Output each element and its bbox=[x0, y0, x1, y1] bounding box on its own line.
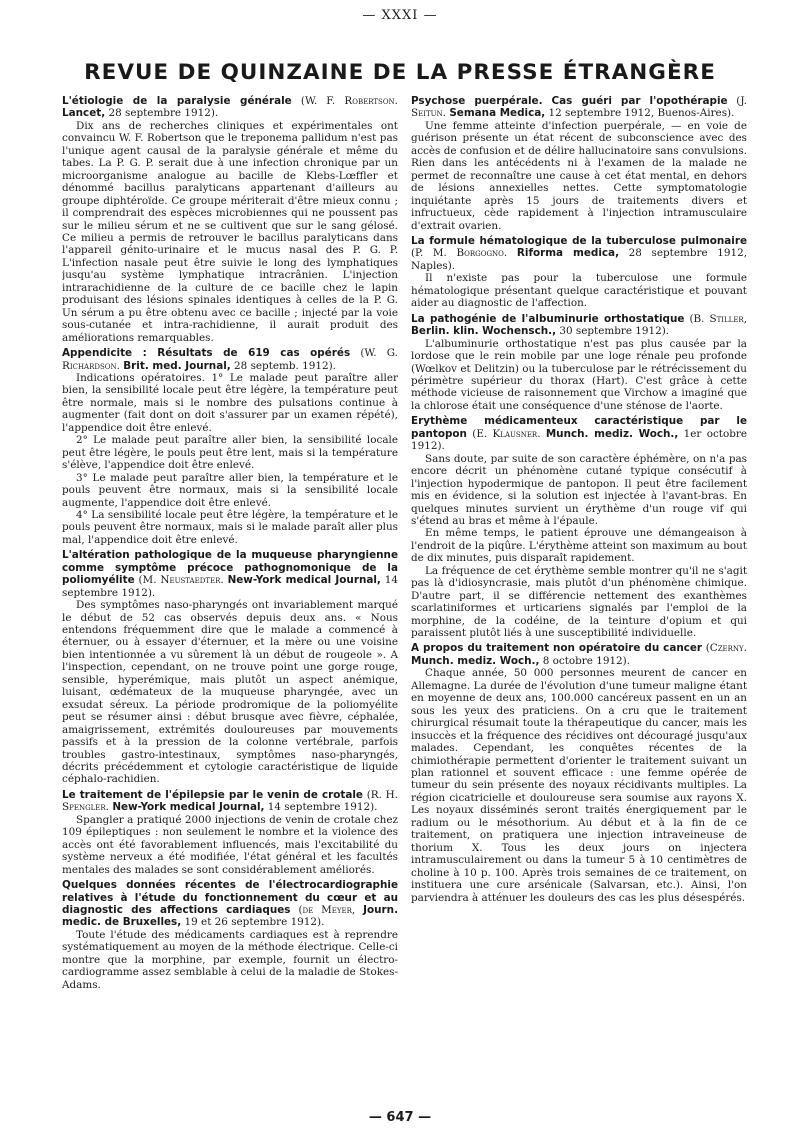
article-paragraph: L'albuminurie orthostatique n'est pas plus causée par la lordose que le rein mobile par une loge rénale peu profonde (Wœlkov et Delitzin) ou la tuberculose par le rétrécissement du périmètre supérieur du thorax (Hart). C'est grâce à cette méthode vicieuse de raisonnement que Virchow a imaginé que la chlorose était une conséquence d'une sténose de l'aorte. bbox=[411, 337, 747, 412]
article-journal: Brit. med. Journal, bbox=[123, 359, 231, 372]
article-poliomyelite bbox=[62, 549, 398, 786]
article-paragraph: Dix ans de recherches cliniques et expérimentales ont convaincu W. F. Robertson que le treponema pallidum n'est pas l'unique agent causal de la paralysie générale et même du tabes. La P. G. P. serait due à une infection chronique par un microorganisme analogue au bacille de Klebs-Lœffler et dénommé bacillus paralyticans appartenant d'ailleurs au groupe diphtéroïde. Ce groupe mériterait d'être mieux connu ; il comprendrait des espèces microbiennes qui ne poussent pas sur le milieu sérum et ne se cultivent que sur le sang gélosé. Ce milieu a permis de retrouver le bacillus paralyticans dans l'appareil génito-urinaire et le mucus nasal des P. G. P. L'infection nasale peut être suivie le long des lymphatiques jusqu'au système lymphatique intracrânien. L'injection intrarachidienne de la culture de ce bacille chez le lapin produisant des lésions spinales identiques à celles de la P. G. Un sérum a pu être obtenu avec ce bacille ; injecté par la voie sous-cutanée et intra-rachidienne, il aurait produit des améliorations remarquables. bbox=[62, 119, 398, 344]
article-heading bbox=[411, 642, 747, 667]
article-author: (E. Klausner. bbox=[472, 427, 541, 440]
article-psychose bbox=[411, 95, 747, 232]
article-date: 28 septemb. 1912). bbox=[234, 359, 336, 372]
article-title: Le traitement de l'épilepsie par le venin de crotale bbox=[62, 788, 363, 801]
article-paragraph: Sans doute, par suite de son caractère éphémère, on n'a pas encore décrit un phénomène cutané typique consécutif à l'injection hypodermique de pantopon. Il peut être facilement mis en évidence, si la solution est injectée à l'avant-bras. En quelques minutes survient un érythème d'un rouge vif qui s'étend au bras et même à l'épaule. bbox=[411, 452, 747, 527]
article-heading bbox=[62, 879, 398, 929]
article-date: 14 septembre 1912). bbox=[62, 574, 398, 599]
article-heading bbox=[411, 235, 747, 272]
article-journal: Lancet, bbox=[62, 107, 106, 120]
article-paragraph: Il n'existe pas pour la tuberculose une formule hématologique présentant quelque caractéristique et pouvant aider au diagnostic de l'affection. bbox=[411, 272, 747, 310]
article-author: (M. Neustaedter. bbox=[138, 574, 224, 587]
left-column bbox=[62, 95, 398, 1110]
article-title: L'altération pathologique de la muqueuse pharyngienne comme symptôme précoce pathognomonique de la poliomyélite bbox=[62, 549, 398, 587]
article-title: La pathogénie de l'albuminurie orthostatique bbox=[411, 312, 685, 325]
article-title: Psychose puerpérale. Cas guéri par l'opothérapie bbox=[411, 95, 728, 107]
article-tuberculose bbox=[411, 235, 747, 310]
article-author: (P. M. Borgogno. bbox=[411, 247, 508, 260]
article-journal: Riforma medica, bbox=[516, 247, 620, 260]
article-title: A propos du traitement non opératoire du cancer bbox=[411, 642, 703, 655]
article-author: (de Meyer, bbox=[298, 904, 356, 916]
article-author: (W. F. Robertson. bbox=[300, 95, 398, 107]
article-journal: New-York medical Journal, bbox=[227, 574, 381, 587]
article-journal: Semana Medica, bbox=[449, 107, 546, 120]
article-paragraph: 3° Le malade peut paraître aller bien, la température et le pouls peuvent être normaux, mais si la sensibilité locale augmente, l'appendice doit être enlevé. bbox=[62, 471, 398, 509]
article-paragraph: Indications opératoires. 1° Le malade peut paraître aller bien, la sensibilité locale peut être légère, la température peut être normale, mais si le nombre des pulsations continue à augmenter (fait dont on doit s'assurer par un examen répété), l'appendice doit être enlevé. bbox=[62, 371, 398, 434]
article-paragraph: 2° Le malade peut paraître aller bien, la sensibilité locale peut être légère, le pouls peut être lent, mais si la température s'élève, l'appendice doit être enlevé. bbox=[62, 434, 398, 472]
article-date: 8 octobre 1912). bbox=[542, 654, 631, 667]
article-journal: Munch. mediz. Woch., bbox=[545, 427, 679, 440]
article-paralysie bbox=[62, 95, 398, 344]
article-electrocardiographie bbox=[62, 879, 398, 991]
right-column bbox=[411, 95, 747, 1110]
article-date: 12 septembre 1912, Buenos-Aires). bbox=[548, 107, 735, 120]
page-title: REVUE DE QUINZAINE DE LA PRESSE ÉTRANGÈRE bbox=[84, 60, 716, 85]
article-cancer bbox=[411, 642, 747, 904]
article-date: 1er octobre 1912). bbox=[411, 427, 747, 453]
article-date: 30 septembre 1912). bbox=[559, 325, 670, 338]
article-paragraph: Toute l'étude des médicaments cardiaques est à reprendre systématiquement au moyen de la méthode électrique. Celle-ci montre que la morphine, par exemple, fournit un électro-cardiogramme assez semblable à celui de la maladie de Stokes-Adams. bbox=[62, 928, 398, 991]
article-date: 28 septembre 1912, Naples). bbox=[411, 247, 747, 272]
article-title: Appendicite : Résultats de 619 cas opérés bbox=[62, 347, 351, 360]
article-title: Quelques données récentes de l'électrocardiographie relatives à l'étude du fonctionnement du cœur et au diagnostic des affections cardiaques bbox=[62, 879, 398, 916]
article-heading bbox=[62, 549, 398, 599]
article-date: 19 et 26 septembre 1912). bbox=[184, 916, 325, 929]
article-journal: Berlin. klin. Wochensch., bbox=[411, 325, 557, 338]
article-author: (J. Seitun. bbox=[411, 95, 747, 120]
article-author: (B. Stiller, bbox=[689, 312, 747, 325]
article-heading bbox=[411, 313, 747, 338]
article-heading bbox=[62, 347, 398, 372]
article-title: La formule hématologique de la tuberculose pulmonaire bbox=[411, 234, 747, 247]
article-heading bbox=[62, 789, 398, 814]
article-epilepsie bbox=[62, 789, 398, 876]
page-number: — 647 — bbox=[368, 1110, 432, 1125]
article-author: (Czerny. bbox=[705, 642, 747, 655]
article-paragraph: 4° La sensibilité locale peut être légère, la température et le pouls peuvent être normaux, mais si le malade paraît aller plus mal, l'appendice doit être enlevé. bbox=[62, 508, 398, 546]
roman-page-numeral: — XXXI — bbox=[362, 8, 438, 23]
article-heading bbox=[411, 95, 747, 120]
article-paragraph: Des symptômes naso-pharyngés ont invariablement marqué le début de 52 cas observés depuis deux ans. « Nous entendons fréquemment dire que le malade a commencé à éternuer, ou à essayer d'éternuer, et la mère ou une voisine bien intentionnée a vu sûrement là un début de rougeole ». A l'inspection, cependant, on ne trouve point une gorge rouge, sensible, hyperémique, mais plutôt un aspect anémique, luisant, œdémateux de la muqueuse pharyngée, avec un exsudat séreux. La période prodromique de la poliomyélite peut se résumer ainsi : début brusque avec fièvre, céphalée, amaigrissement, extrémités douloureuses par mouvements passifs et à la pression de la colonne vertébrale, parfois troubles gastro-intestinaux, symptômes naso-pharyngés, décrits précédemment et cytologie caractéristique de liquide céphalo-rachidien. bbox=[62, 599, 398, 786]
article-journal: Journ. medic. de Bruxelles, bbox=[62, 904, 398, 929]
article-paragraph: La fréquence de cet érythème semble montrer qu'il ne s'agit pas là d'idiosyncrasie, mais plutôt d'un phénomène chimique. D'autre part, il se différencie nettement des exanthèmes scarlatiniformes et urticariens signalés par l'emploi de la morphine, de la codéine, de la teinture d'opium et qui paraissent plutôt liés à une susceptibilité individuelle. bbox=[411, 564, 747, 640]
article-heading bbox=[62, 95, 398, 120]
article-erytheme bbox=[411, 415, 747, 639]
article-journal: Munch. mediz. Woch., bbox=[411, 654, 540, 667]
article-paragraph: Chaque année, 50 000 personnes meurent de cancer en Allemagne. La durée de l'évolution d'une tumeur maligne étant en moyenne de deux ans, 100.000 cancéreux passent en un an sous les yeux des praticiens. On a cru que le traitement chirurgical résumait toute la thérapeutique du cancer, mais les insuccès et la fréquence des récidives ont découragé jusqu'aux malades. Cependant, les conquêtes récentes de la chimiothérapie permettent d'orienter le traitement suivant un plan rationnel et souvent efficace : une femme opérée de tumeur du sein présente des noyaux récidivants multiples. La région cicatricielle et douloureuse sera soumise aux rayons X. Les noyaux disséminés seront traités énergiquement par le radium ou le mésothorium. Au début et à la fin de ce traitement, on pratiquera une injection intraveineuse de thorium X. Tous les deux jours on injectera intramusculairement ou dans la tumeur 5 à 10 centimètres de choline à 10 p. 100. Après trois semaines de ce traitement, on instituera une cure arsénicale (Salvarsan, etc.). Ainsi, l'on parviendra à atténuer les douleurs des cas les plus désespérés. bbox=[411, 667, 747, 904]
article-title: Erythème médicamenteux caractéristique par le pantopon bbox=[411, 415, 747, 440]
article-paragraph: En même temps, le patient éprouve une démangeaison à l'endroit de la piqûre. L'érythème atteint son maximum au bout de dix minutes, puis disparaît rapidement. bbox=[411, 527, 747, 565]
article-appendicite bbox=[62, 347, 398, 546]
article-paragraph: Spangler a pratiqué 2000 injections de venin de crotale chez 109 épileptiques : non seulement le nombre et la violence des accès ont été favorablement influencés, mais l'excitabilité du système nerveux a été modifiée, l'état général et les facultés mentales des malades se sont considérablement améliorés. bbox=[62, 813, 398, 876]
article-author: (R. H. Spengler. bbox=[62, 788, 398, 814]
article-heading bbox=[411, 415, 747, 452]
article-title: L'étiologie de la paralysie générale bbox=[62, 95, 292, 107]
article-date: 14 septembre 1912). bbox=[267, 801, 378, 814]
article-albuminurie bbox=[411, 313, 747, 413]
article-author: (W. G. Richardson. bbox=[62, 347, 398, 372]
article-paragraph: Une femme atteinte d'infection puerpérale, — en voie de guérison présente un état récent de subconscience avec des accès de confusion et de délire hallucinatoire sans convulsions. Rien dans les antécédents ni à l'examen de la malade ne permet de reconnaître une cause à cet état mental, en dehors de lésions annexielles nettes. Cette symptomatologie inquiétante après 15 jours de traitements divers et infructueux, cède rapidement à l'injection intramusculaire d'extrait ovarien. bbox=[411, 119, 747, 232]
article-journal: New-York medical Journal, bbox=[112, 801, 265, 814]
article-date: 28 septembre 1912). bbox=[108, 107, 219, 120]
